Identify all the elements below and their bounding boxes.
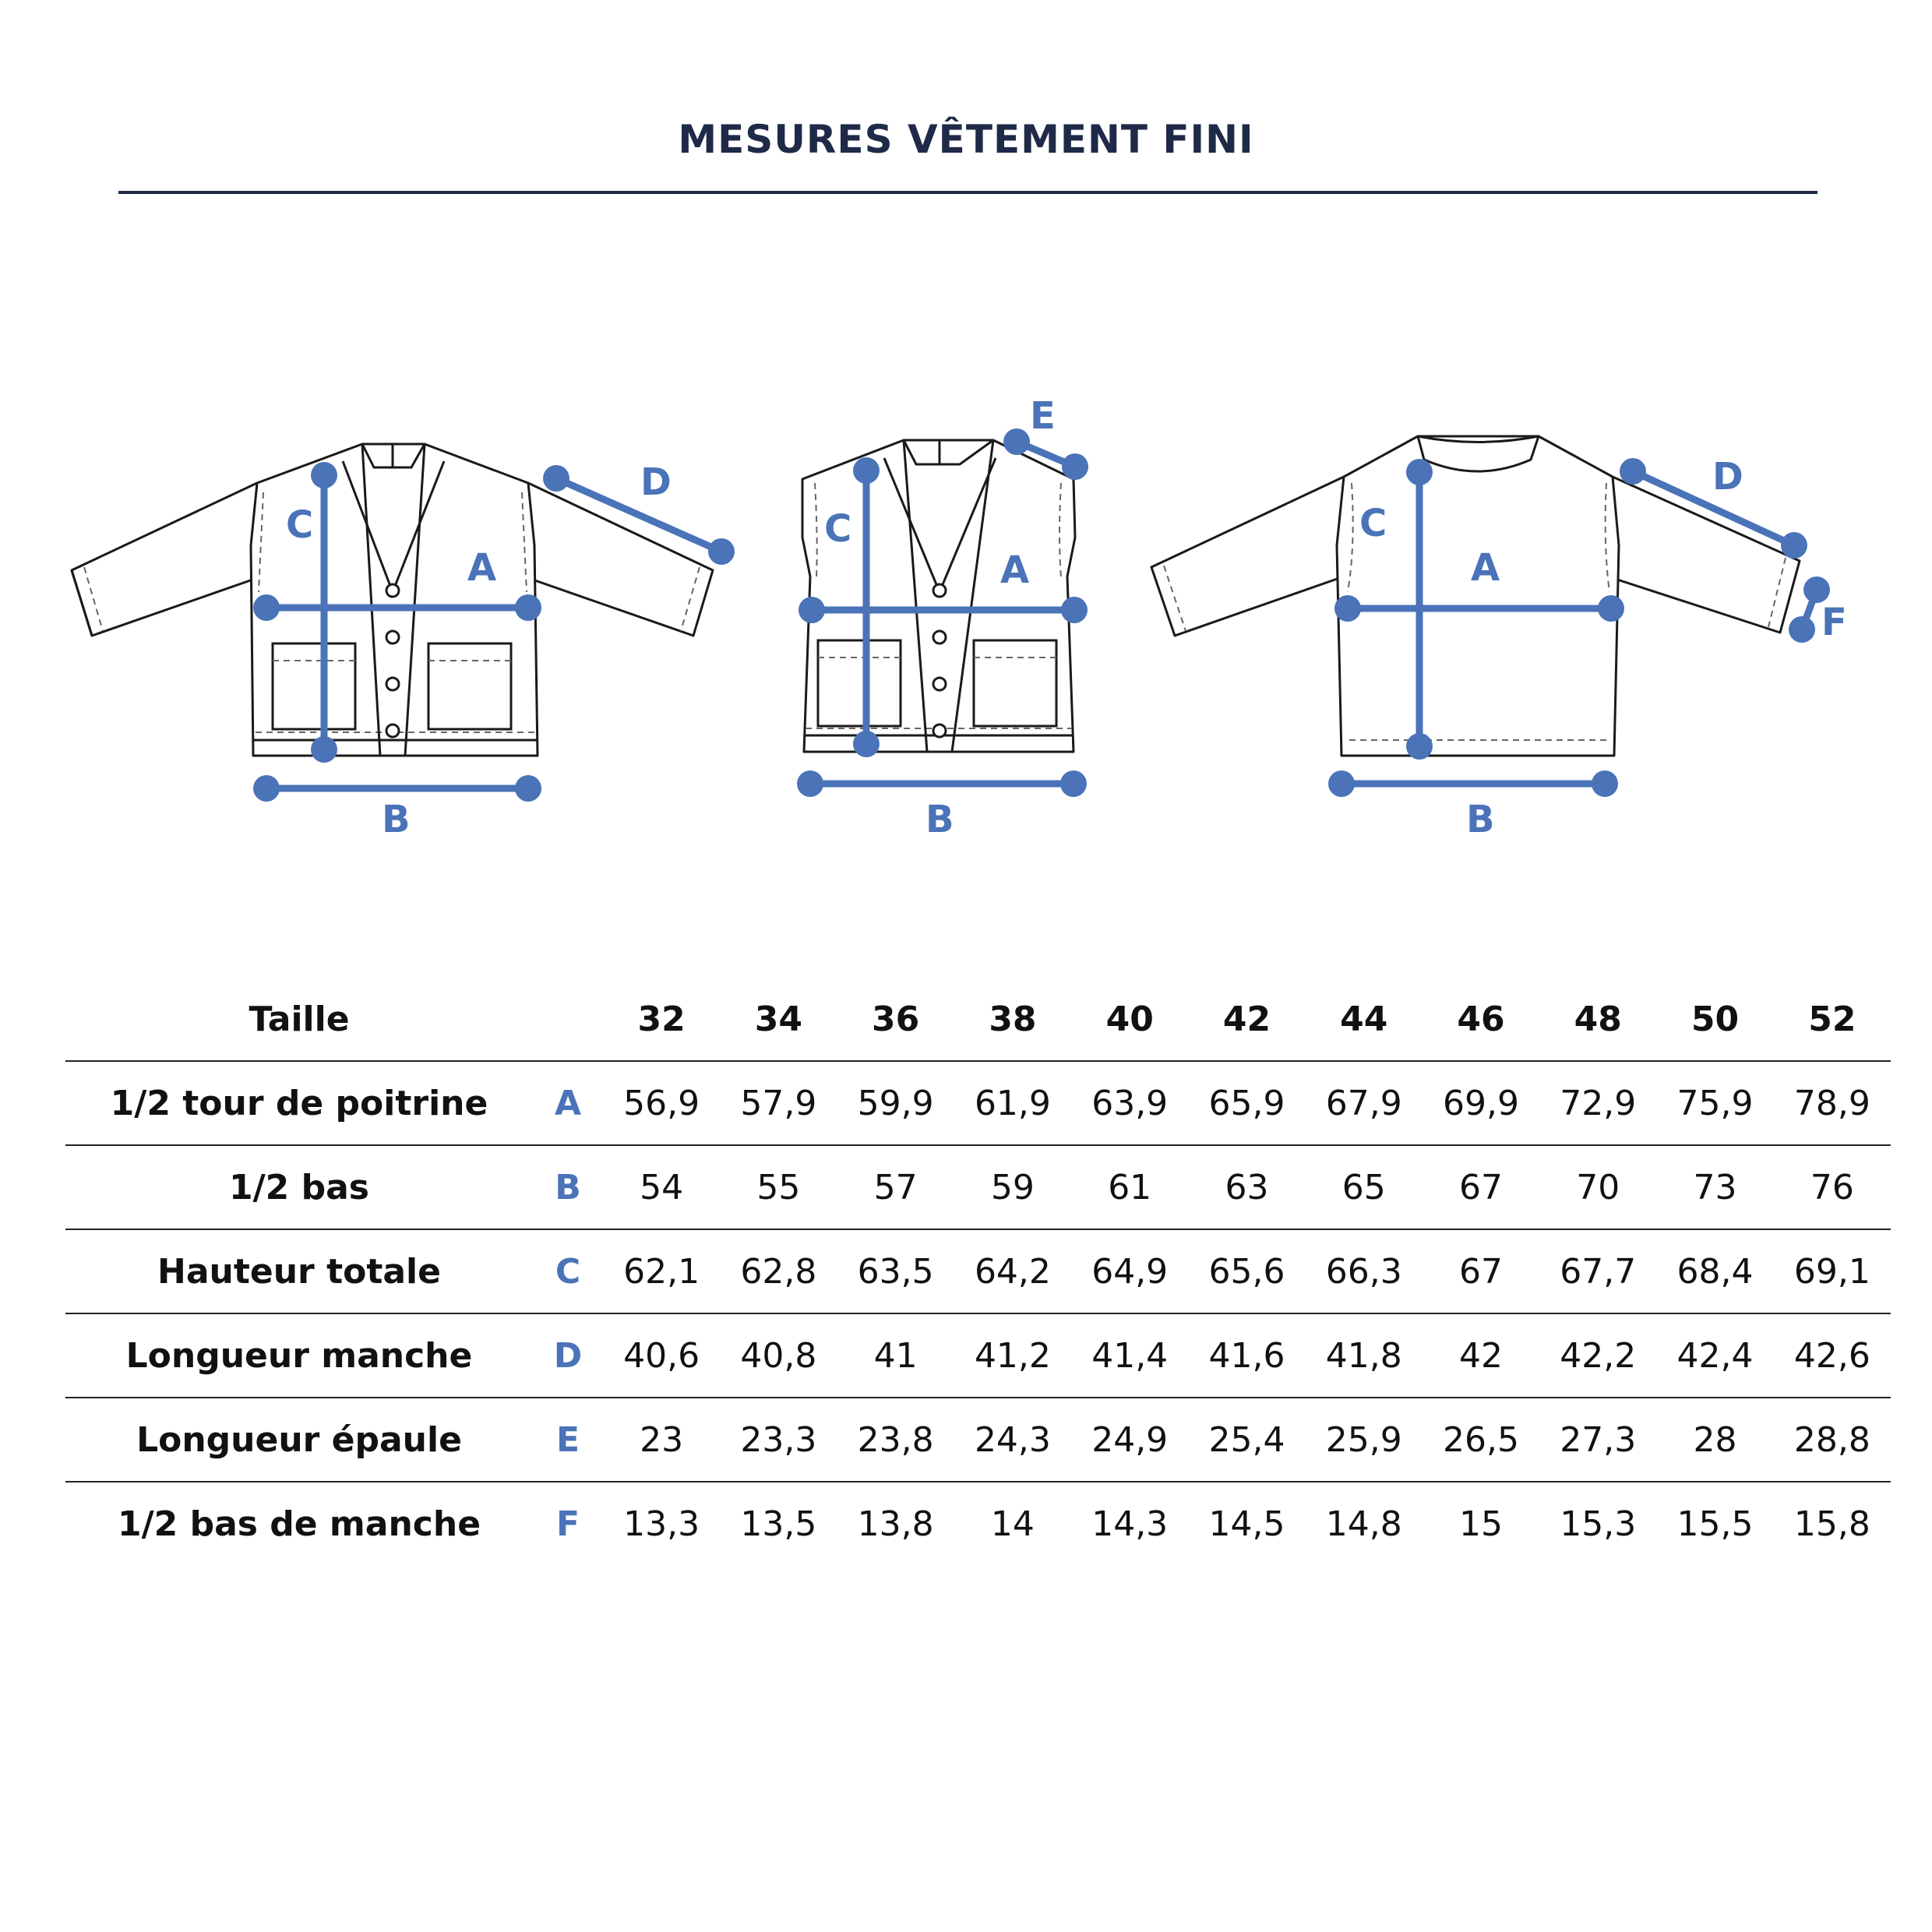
row-letter: F <box>533 1482 603 1565</box>
size-table <box>65 978 1891 1565</box>
table-row <box>65 1229 1891 1313</box>
row-letter: A <box>533 1061 603 1145</box>
value-cell: 42,4 <box>1656 1313 1773 1398</box>
label-d-cardigan: D <box>640 460 672 504</box>
value-cell: 41,4 <box>1071 1313 1188 1398</box>
value-cell: 67 <box>1423 1229 1539 1313</box>
label-a-cardigan: A <box>467 546 497 590</box>
value-cell: 15 <box>1423 1482 1539 1565</box>
measure-b-vest <box>797 770 1087 797</box>
value-cell: 40,6 <box>603 1313 720 1398</box>
size-header-cell: 50 <box>1690 999 1740 1039</box>
value-cell: 67 <box>1423 1145 1539 1229</box>
back-view-illustration <box>1151 436 1800 756</box>
value-cell: 13,8 <box>837 1482 954 1565</box>
value-cell: 65 <box>1306 1145 1423 1229</box>
row-label: 1/2 bas <box>65 1145 533 1229</box>
value-cell: 14,5 <box>1188 1482 1305 1565</box>
value-cell: 23,8 <box>837 1398 954 1482</box>
label-c-vest: C <box>824 507 852 551</box>
value-cell: 24,3 <box>954 1398 1071 1482</box>
size-header-cell: 38 <box>989 999 1037 1039</box>
value-cell: 57,9 <box>720 1061 837 1145</box>
row-label: Longueur épaule <box>65 1398 533 1482</box>
value-cell: 55 <box>720 1145 837 1229</box>
value-cell: 65,6 <box>1188 1229 1305 1313</box>
garment-diagrams <box>0 0 1932 935</box>
value-cell: 69,1 <box>1774 1229 1891 1313</box>
label-c-cardigan: C <box>286 503 314 547</box>
value-cell: 59 <box>954 1145 1071 1229</box>
value-cell: 13,5 <box>720 1482 837 1565</box>
value-cell: 59,9 <box>837 1061 954 1145</box>
label-b-back: B <box>1466 798 1495 841</box>
size-header-cell: 34 <box>754 999 803 1039</box>
cardigan-illustration <box>72 444 713 756</box>
value-cell: 13,3 <box>603 1482 720 1565</box>
value-cell: 70 <box>1539 1145 1656 1229</box>
value-cell: 23,3 <box>720 1398 837 1482</box>
value-cell: 15,3 <box>1539 1482 1656 1565</box>
value-cell: 78,9 <box>1774 1061 1891 1145</box>
table-row <box>65 1313 1891 1398</box>
table-row <box>65 1145 1891 1229</box>
size-header-cell: 40 <box>1105 999 1154 1039</box>
label-b-vest: B <box>925 798 954 841</box>
value-cell: 76 <box>1774 1145 1891 1229</box>
value-cell: 63,5 <box>837 1229 954 1313</box>
label-b-cardigan: B <box>382 798 411 841</box>
size-header-cell: 48 <box>1574 999 1622 1039</box>
value-cell: 15,5 <box>1656 1482 1773 1565</box>
value-cell: 42,6 <box>1774 1313 1891 1398</box>
value-cell: 65,9 <box>1188 1061 1305 1145</box>
value-cell: 62,1 <box>603 1229 720 1313</box>
value-cell: 73 <box>1656 1145 1773 1229</box>
value-cell: 25,9 <box>1306 1398 1423 1482</box>
value-cell: 63 <box>1188 1145 1305 1229</box>
value-cell: 23 <box>603 1398 720 1482</box>
value-cell: 64,9 <box>1071 1229 1188 1313</box>
value-cell: 42 <box>1423 1313 1539 1398</box>
value-cell: 41,8 <box>1306 1313 1423 1398</box>
row-label: 1/2 bas de manche <box>65 1482 533 1565</box>
value-cell: 42,2 <box>1539 1313 1656 1398</box>
row-label: Hauteur totale <box>65 1229 533 1313</box>
size-header-cell: 52 <box>1808 999 1856 1039</box>
table-row <box>65 1482 1891 1565</box>
value-cell: 24,9 <box>1071 1398 1188 1482</box>
value-cell: 66,3 <box>1306 1229 1423 1313</box>
row-label: 1/2 tour de poitrine <box>65 1061 533 1145</box>
value-cell: 14,3 <box>1071 1482 1188 1565</box>
value-cell: 54 <box>603 1145 720 1229</box>
label-d-back: D <box>1712 455 1743 499</box>
value-cell: 72,9 <box>1539 1061 1656 1145</box>
value-cell: 25,4 <box>1188 1398 1305 1482</box>
value-cell: 67,7 <box>1539 1229 1656 1313</box>
label-c-back: C <box>1359 502 1387 545</box>
value-cell: 57 <box>837 1145 954 1229</box>
value-cell: 28 <box>1656 1398 1773 1482</box>
value-cell: 64,2 <box>954 1229 1071 1313</box>
vest-illustration <box>802 440 1075 752</box>
value-cell: 62,8 <box>720 1229 837 1313</box>
row-letter: E <box>533 1398 603 1482</box>
table-row <box>65 1061 1891 1145</box>
value-cell: 69,9 <box>1423 1061 1539 1145</box>
row-label: Longueur manche <box>65 1313 533 1398</box>
size-header-cell: 36 <box>872 999 920 1039</box>
value-cell: 14 <box>954 1482 1071 1565</box>
size-header-cell: 32 <box>637 999 686 1039</box>
value-cell: 27,3 <box>1539 1398 1656 1482</box>
size-header-cell: 46 <box>1457 999 1505 1039</box>
value-cell: 41 <box>837 1313 954 1398</box>
value-cell: 28,8 <box>1774 1398 1891 1482</box>
value-cell: 41,6 <box>1188 1313 1305 1398</box>
label-f-back: F <box>1821 601 1847 644</box>
size-header-cell: 42 <box>1222 999 1271 1039</box>
size-header-label: Taille <box>249 999 350 1039</box>
row-letter: C <box>533 1229 603 1313</box>
row-letter: B <box>533 1145 603 1229</box>
value-cell: 41,2 <box>954 1313 1071 1398</box>
value-cell: 40,8 <box>720 1313 837 1398</box>
value-cell: 75,9 <box>1656 1061 1773 1145</box>
value-cell: 67,9 <box>1306 1061 1423 1145</box>
measure-b-back <box>1328 770 1618 797</box>
value-cell: 61,9 <box>954 1061 1071 1145</box>
value-cell: 15,8 <box>1774 1482 1891 1565</box>
size-header-cell: 44 <box>1340 999 1388 1039</box>
value-cell: 61 <box>1071 1145 1188 1229</box>
table-row <box>65 1398 1891 1482</box>
value-cell: 56,9 <box>603 1061 720 1145</box>
value-cell: 26,5 <box>1423 1398 1539 1482</box>
label-e-vest: E <box>1030 394 1056 438</box>
letter-header <box>533 978 603 1061</box>
label-a-vest: A <box>1000 548 1030 592</box>
value-cell: 14,8 <box>1306 1482 1423 1565</box>
value-cell: 63,9 <box>1071 1061 1188 1145</box>
label-a-back: A <box>1471 546 1500 590</box>
row-letter: D <box>533 1313 603 1398</box>
size-header-row <box>65 978 1891 1061</box>
value-cell: 68,4 <box>1656 1229 1773 1313</box>
page-title: MESURES VÊTEMENT FINI <box>678 117 1254 162</box>
